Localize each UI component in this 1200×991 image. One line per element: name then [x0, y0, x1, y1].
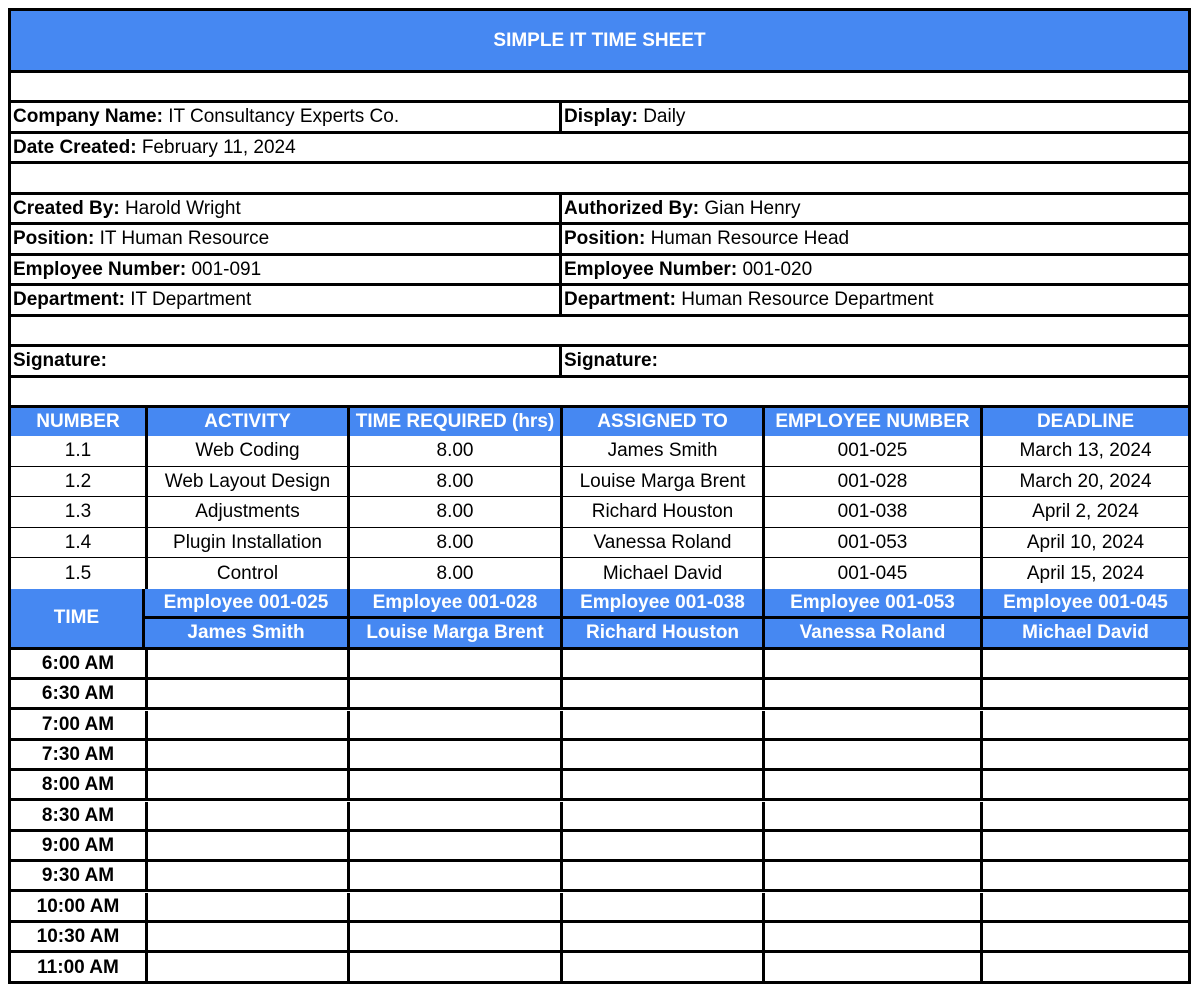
time-row: [11, 923, 1188, 953]
schedule-cell[interactable]: [560, 650, 762, 677]
schedule-cell[interactable]: [560, 953, 762, 983]
created-dept-label: Department:: [13, 289, 125, 310]
schedule-cell[interactable]: [560, 771, 762, 798]
time-slot-label: 9:00 AM: [41, 834, 115, 856]
schedule-cell[interactable]: [762, 650, 980, 677]
created-empno-cell[interactable]: [11, 256, 559, 283]
time-slot-label: 11:00 AM: [37, 957, 119, 978]
schedule-cell[interactable]: [347, 862, 560, 889]
schedule-cell[interactable]: [560, 802, 762, 829]
time-slot-label: 8:30 AM: [41, 804, 115, 826]
title-row: [11, 11, 1188, 73]
schedule-cell[interactable]: [980, 771, 1188, 798]
spacer-row: [11, 378, 1188, 408]
task-activity[interactable]: Web Coding: [145, 436, 347, 466]
created-signature-cell[interactable]: [11, 347, 559, 375]
spacer-row: [11, 164, 1188, 195]
created-position-cell[interactable]: [11, 225, 559, 253]
task-time-required[interactable]: 8.00: [347, 497, 560, 527]
schedule-cell[interactable]: [762, 802, 980, 829]
authorized-position-label: Position:: [564, 228, 646, 249]
company-cell[interactable]: [11, 103, 559, 131]
authorized-dept-value: Human Resource Department: [681, 289, 934, 310]
signature-row: [11, 347, 1188, 378]
schedule-cell[interactable]: [145, 771, 347, 798]
authorized-by-cell[interactable]: [559, 195, 1188, 222]
schedule-cell[interactable]: [145, 893, 347, 920]
time-column-header: TIME: [11, 589, 145, 650]
col-header-activity: ACTIVITY: [145, 408, 347, 436]
time-row: [11, 680, 1188, 710]
task-activity[interactable]: Control: [145, 558, 347, 589]
company-row: [11, 103, 1188, 134]
time-slot-label: 7:00 AM: [41, 713, 115, 735]
employee-id-header: Employee 001-045: [980, 589, 1188, 619]
time-row: [11, 802, 1188, 832]
task-assigned-to[interactable]: James Smith: [560, 436, 762, 466]
schedule-cell[interactable]: [560, 680, 762, 707]
employee-id-header: Employee 001-053: [762, 589, 980, 619]
authorized-signature-cell[interactable]: [559, 347, 1188, 375]
schedule-cell[interactable]: [762, 893, 980, 920]
task-deadline[interactable]: March 20, 2024: [980, 467, 1188, 496]
task-number[interactable]: 1.4: [64, 531, 92, 553]
col-header-deadline: DEADLINE: [980, 408, 1188, 436]
schedule-cell[interactable]: [980, 832, 1188, 859]
task-time-required[interactable]: 8.00: [347, 528, 560, 557]
authorized-by-label: Authorized By:: [564, 197, 700, 219]
department-row: [11, 286, 1188, 317]
employee-number-row: [11, 256, 1188, 286]
schedule-cell[interactable]: [347, 923, 560, 950]
schedule-cell[interactable]: [145, 680, 347, 707]
schedule-cell[interactable]: [347, 893, 560, 920]
schedule-cell[interactable]: [560, 832, 762, 859]
table-row: [11, 558, 1188, 589]
authorized-empno-value: 001-020: [742, 258, 813, 280]
col-header-employee-number: EMPLOYEE NUMBER: [762, 408, 980, 436]
schedule-cell[interactable]: [980, 862, 1188, 889]
schedule-cell[interactable]: [560, 741, 762, 768]
table-row: [11, 436, 1188, 467]
created-empno-value: 001-091: [191, 258, 262, 280]
date-label: Date Created:: [13, 136, 137, 158]
created-by-cell[interactable]: [11, 195, 559, 222]
company-value: IT Consultancy Experts Co.: [168, 106, 400, 127]
spacer-row: [11, 73, 1188, 103]
sheet-title: SIMPLE IT TIME SHEET: [11, 11, 1188, 70]
authorized-by-value: Gian Henry: [704, 197, 801, 219]
created-position-label: Position:: [13, 228, 95, 249]
schedule-cell[interactable]: [560, 893, 762, 920]
created-signature-label: Signature:: [13, 350, 107, 371]
table-row: [11, 497, 1188, 528]
schedule-cell[interactable]: [347, 771, 560, 798]
task-deadline[interactable]: April 15, 2024: [980, 558, 1188, 589]
schedule-cell[interactable]: [980, 953, 1188, 983]
time-slot-label: 6:30 AM: [41, 682, 115, 704]
time-row: [11, 650, 1188, 680]
col-header-time-required: TIME REQUIRED (hrs): [347, 408, 560, 436]
schedule-cell[interactable]: [762, 832, 980, 859]
employee-name-header: Michael David: [980, 619, 1188, 650]
schedule-cell[interactable]: [980, 711, 1188, 738]
employee-id-header: Employee 001-025: [145, 589, 347, 619]
date-value: February 11, 2024: [141, 136, 296, 158]
created-by-value: Harold Wright: [124, 197, 241, 219]
schedule-cell[interactable]: [560, 923, 762, 950]
task-assigned-to[interactable]: Louise Marga Brent: [560, 467, 762, 496]
task-activity[interactable]: Web Layout Design: [145, 467, 347, 496]
schedule-cell[interactable]: [347, 741, 560, 768]
task-activity[interactable]: Adjustments: [145, 497, 347, 527]
schedule-cell[interactable]: [145, 953, 347, 983]
schedule-cell[interactable]: [980, 893, 1188, 920]
schedule-cell[interactable]: [145, 650, 347, 677]
time-slot-label: 9:30 AM: [41, 864, 115, 886]
display-label: Display:: [564, 106, 638, 127]
schedule-cell[interactable]: [145, 741, 347, 768]
schedule-cell[interactable]: [980, 923, 1188, 950]
display-value: Daily: [643, 106, 686, 127]
task-number[interactable]: 1.2: [64, 470, 92, 492]
display-cell[interactable]: [559, 103, 1188, 131]
position-row: [11, 225, 1188, 256]
schedule-cell[interactable]: [762, 741, 980, 768]
schedule-cell[interactable]: [347, 650, 560, 677]
task-time-required[interactable]: 8.00: [347, 436, 560, 466]
employee-id-header: Employee 001-028: [347, 589, 560, 619]
time-slot-label: 7:30 AM: [41, 743, 115, 765]
schedule-cell[interactable]: [145, 862, 347, 889]
task-employee-number[interactable]: 001-028: [762, 467, 980, 496]
time-slot-label: 10:30 AM: [36, 925, 120, 947]
schedule-cell[interactable]: [762, 680, 980, 707]
time-row: [11, 771, 1188, 801]
schedule-cell[interactable]: [762, 711, 980, 738]
task-number[interactable]: 1.1: [64, 440, 92, 461]
task-employee-number[interactable]: 001-053: [762, 528, 980, 557]
task-employee-number[interactable]: 001-038: [762, 497, 980, 527]
col-header-assigned-to: ASSIGNED TO: [560, 408, 762, 436]
table-row: [11, 528, 1188, 558]
time-row: [11, 893, 1188, 923]
authorized-dept-label: Department:: [564, 289, 676, 310]
schedule-cell[interactable]: [347, 711, 560, 738]
task-assigned-to[interactable]: Vanessa Roland: [560, 528, 762, 557]
date-row: [11, 134, 1188, 164]
schedule-cell[interactable]: [145, 832, 347, 859]
task-deadline[interactable]: April 2, 2024: [980, 497, 1188, 527]
task-deadline[interactable]: March 13, 2024: [980, 436, 1188, 466]
schedule-cell[interactable]: [762, 862, 980, 889]
schedule-cell[interactable]: [145, 711, 347, 738]
schedule-cell[interactable]: [347, 832, 560, 859]
time-slot-label: 10:00 AM: [36, 895, 120, 917]
task-employee-number[interactable]: 001-045: [762, 558, 980, 589]
schedule-cell[interactable]: [560, 711, 762, 738]
authorized-signature-label: Signature:: [564, 350, 658, 371]
table-row: [11, 467, 1188, 497]
time-row: [11, 953, 1188, 983]
created-by-row: [11, 195, 1188, 225]
task-activity[interactable]: Plugin Installation: [145, 528, 347, 557]
created-by-label: Created By:: [13, 197, 120, 219]
employee-id-header: Employee 001-038: [560, 589, 762, 619]
schedule-cell[interactable]: [980, 802, 1188, 829]
schedule-cell[interactable]: [980, 680, 1188, 707]
task-deadline[interactable]: April 10, 2024: [980, 528, 1188, 557]
employee-name-header: James Smith: [145, 619, 347, 650]
time-slot-label: 8:00 AM: [41, 773, 115, 795]
schedule-cell[interactable]: [145, 802, 347, 829]
authorized-position-value: Human Resource Head: [650, 228, 850, 249]
time-sheet: [8, 8, 1191, 984]
col-header-number: NUMBER: [11, 408, 145, 436]
created-dept-value: IT Department: [130, 289, 252, 310]
task-time-required[interactable]: 8.00: [347, 558, 560, 589]
created-empno-label: Employee Number:: [13, 258, 187, 280]
schedule-cell[interactable]: [980, 650, 1188, 677]
task-time-required[interactable]: 8.00: [347, 467, 560, 496]
task-assigned-to[interactable]: Richard Houston: [560, 497, 762, 527]
schedule-cell[interactable]: [762, 923, 980, 950]
created-position-value: IT Human Resource: [99, 228, 270, 249]
time-row: [11, 711, 1188, 741]
schedule-cell[interactable]: [762, 771, 980, 798]
schedule-cell[interactable]: [347, 680, 560, 707]
date-cell[interactable]: [11, 134, 1188, 161]
schedule-cell[interactable]: [560, 862, 762, 889]
employee-name-header: Louise Marga Brent: [347, 619, 560, 650]
task-employee-number[interactable]: 001-025: [762, 436, 980, 466]
schedule-cell[interactable]: [762, 953, 980, 983]
schedule-cell[interactable]: [347, 802, 560, 829]
company-label: Company Name:: [13, 106, 163, 127]
spacer-row: [11, 317, 1188, 347]
employee-name-header: Vanessa Roland: [762, 619, 980, 650]
schedule-cell[interactable]: [980, 741, 1188, 768]
schedule-cell[interactable]: [145, 923, 347, 950]
schedule-header: [11, 589, 1188, 650]
time-slot-label: 6:00 AM: [41, 652, 115, 674]
authorized-empno-label: Employee Number:: [564, 258, 738, 280]
task-number[interactable]: 1.3: [64, 501, 92, 522]
authorized-dept-cell[interactable]: [559, 286, 1188, 314]
authorized-empno-cell[interactable]: [559, 256, 1188, 283]
employee-name-header: Richard Houston: [560, 619, 762, 650]
created-dept-cell[interactable]: [11, 286, 559, 314]
time-row: [11, 741, 1188, 771]
task-assigned-to[interactable]: Michael David: [560, 558, 762, 589]
task-header-row: [11, 408, 1188, 436]
time-row: [11, 862, 1188, 892]
task-number[interactable]: 1.5: [64, 562, 92, 584]
authorized-position-cell[interactable]: [559, 225, 1188, 253]
time-row: [11, 832, 1188, 862]
schedule-cell[interactable]: [347, 953, 560, 983]
